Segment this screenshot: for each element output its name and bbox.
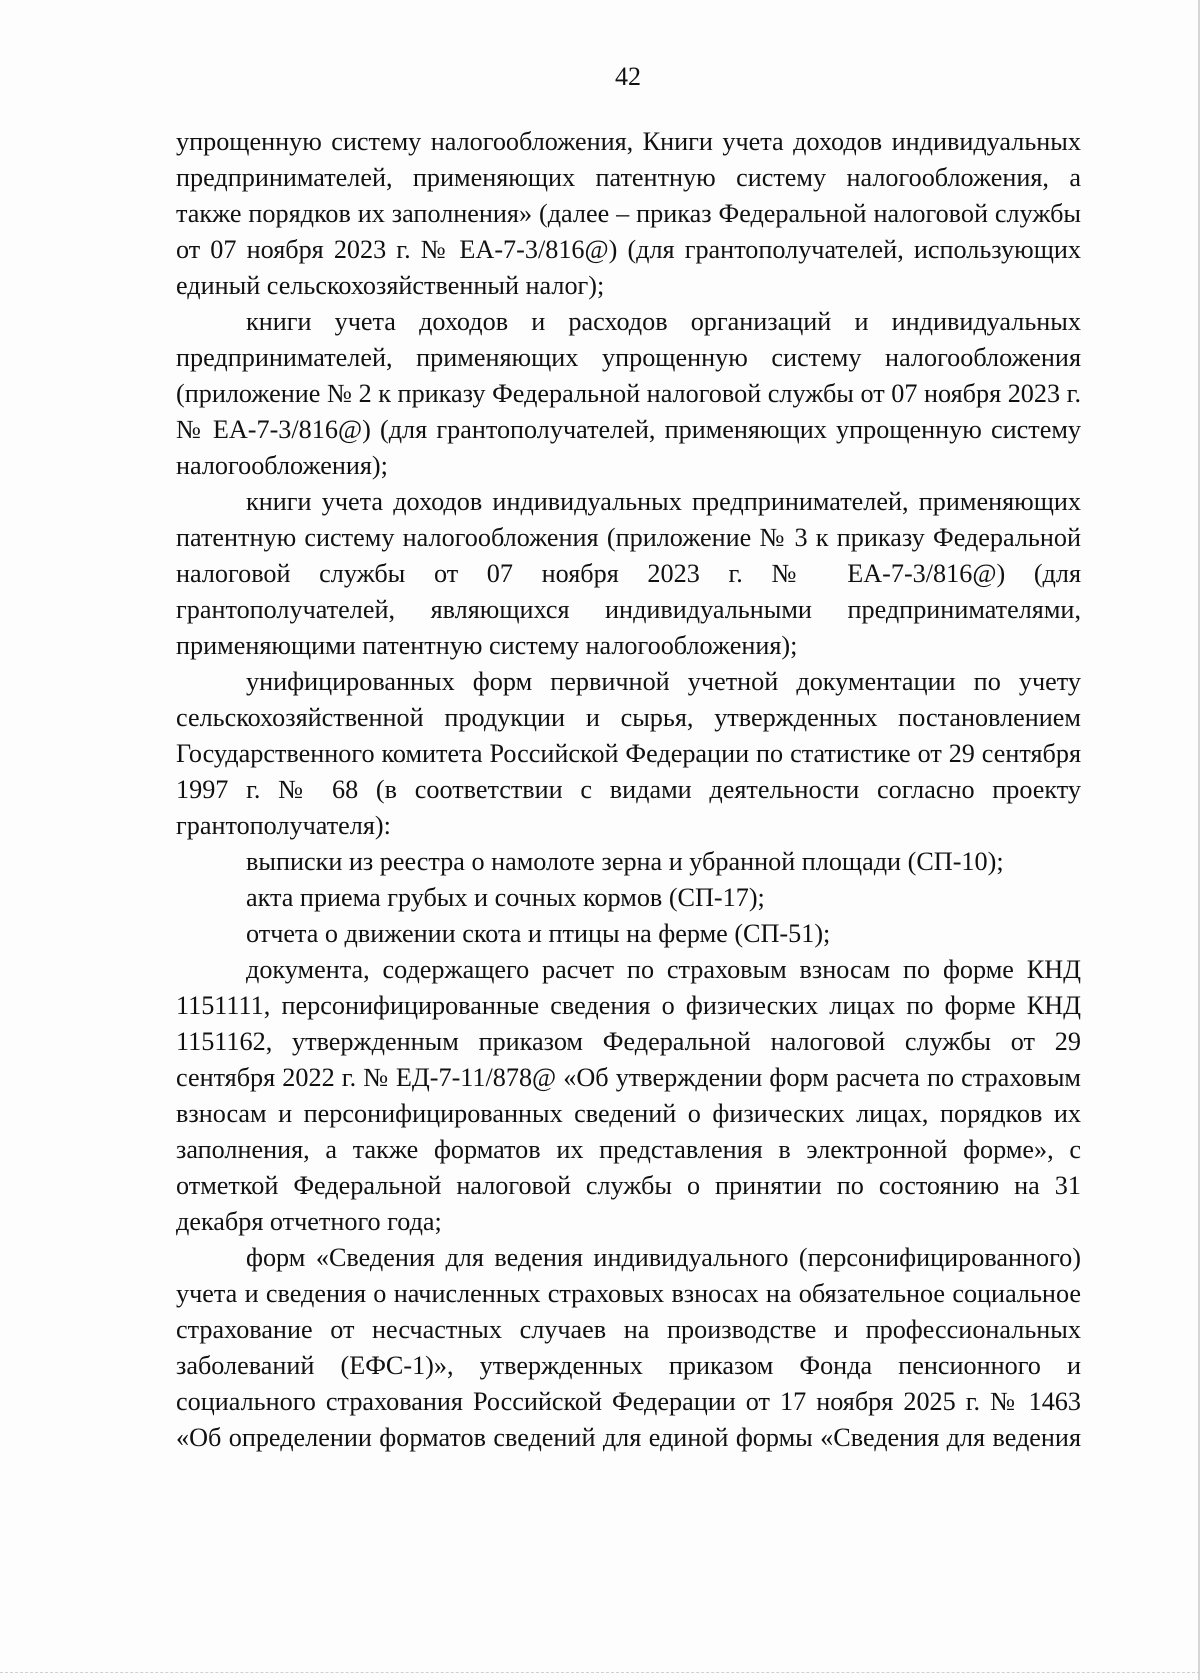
- paragraph-unified-forms: унифицированных форм первичной учетной документации по учету сельскохозяйственной продукции и сырья, утвержденных постановлением Государственного комитета Российской Федерации по статистике от 29 сентября 1997 г. № 68 (в соответствии с видами деятельности согласно проекту грантополучателя):: [176, 667, 1081, 840]
- page-bottom-edge: [0, 1672, 1200, 1673]
- document-body: [176, 124, 1081, 1456]
- paragraph-sp17: акта приема грубых и сочных кормов (СП-17);: [246, 883, 765, 912]
- paragraph-sp51: отчета о движении скота и птицы на ферме (СП-51);: [246, 919, 831, 948]
- paragraph-efs1: форм «Сведения для ведения индивидуального (персонифицированного) учета и сведения о начисленных страховых взносах на обязательное социальное страхование от несчастных случаев на производстве и профессиональных заболеваний (ЕФС-1)», утвержденных приказом Фонда пенсионного и социального страхования Российской Федерации от 17 ноября 2025 г. № 1463 «Об определении форматов сведений для единой формы «Сведения для ведения: [176, 1243, 1081, 1452]
- paragraph-continuation: упрощенную систему налогообложения, Книги учета доходов индивидуальных предпринимателей, применяющих патентную систему налогообложения, а также порядков их заполнения» (далее – приказ Федеральной налоговой службы от 07 ноября 2023 г. № ЕА-7-3/816@) (для грантополучателей, использующих единый сельскохозяйственный налог);: [176, 127, 1081, 300]
- page-number: 42: [615, 62, 641, 91]
- paragraph-usn-book: книги учета доходов и расходов организаций и индивидуальных предпринимателей, применяющих упрощенную систему налогообложения (приложение № 2 к приказу Федеральной налоговой службы от 07 ноября 2023 г. № ЕА-7-3/816@) (для грантополучателей, применяющих упрощенную систему налогообложения);: [176, 307, 1081, 480]
- paragraph-sp10: выписки из реестра о намолоте зерна и убранной площади (СП-10);: [246, 847, 1004, 876]
- paragraph-patent-book: книги учета доходов индивидуальных предпринимателей, применяющих патентную систему налогообложения (приложение № 3 к приказу Федеральной налоговой службы от 07 ноября 2023 г. № ЕА-7-3/816@) (для грантополучателей, являющихся индивидуальными предпринимателями, применяющими патентную систему налогообложения);: [176, 487, 1081, 660]
- paragraph-insurance-calc: документа, содержащего расчет по страховым взносам по форме КНД 1151111, персонифицированные сведения о физических лицах по форме КНД 1151162, утвержденным приказом Федеральной налоговой службы от 29 сентября 2022 г. № ЕД-7-11/878@ «Об утверждении форм расчета по страховым взносам и персонифицированных сведений о физических лицах, порядков их заполнения, а также форматов их представления в электронной форме», с отметкой Федеральной налоговой службы о принятии по состоянию на 31 декабря отчетного года;: [176, 955, 1081, 1236]
